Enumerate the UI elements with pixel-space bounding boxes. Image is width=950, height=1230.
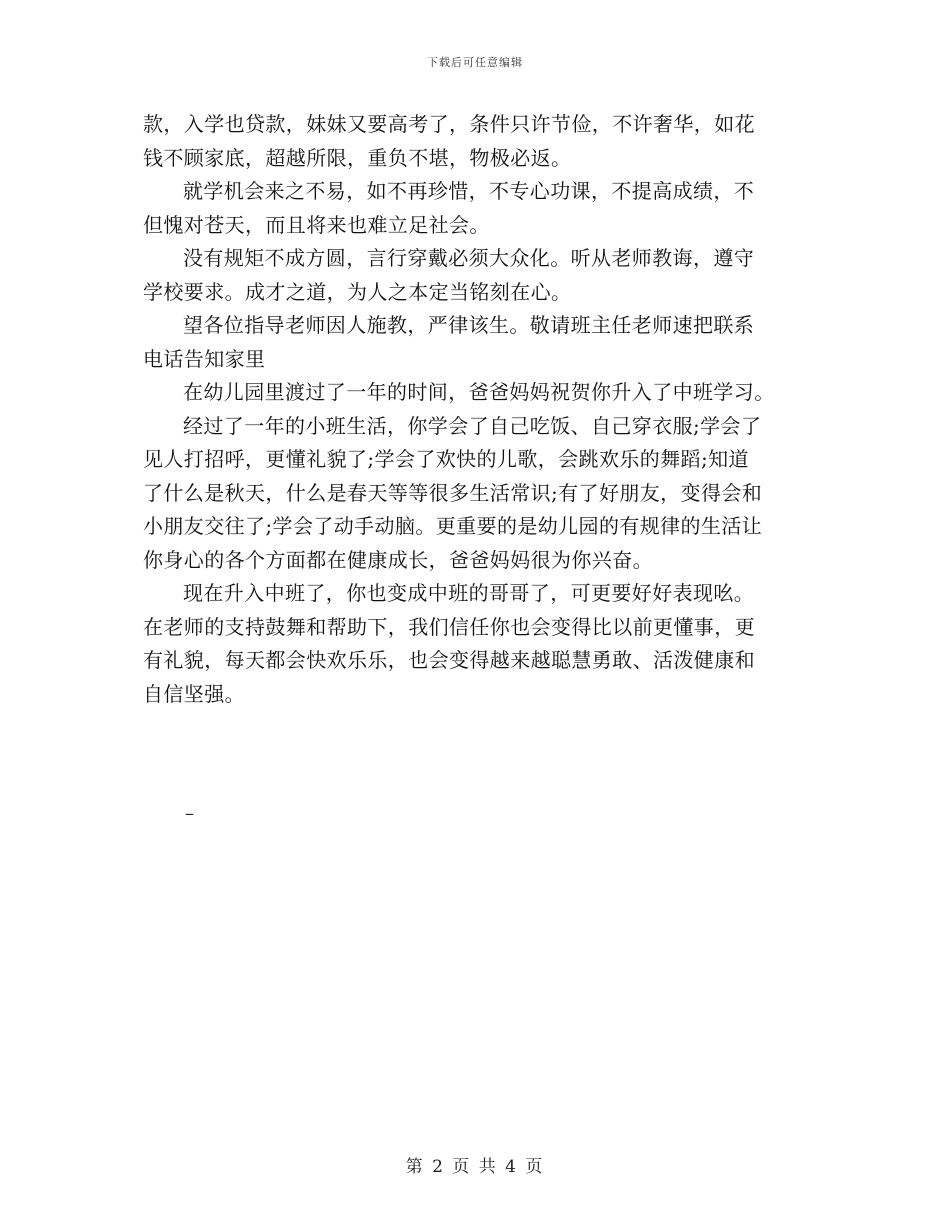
- text-line: 学校要求。成才之道，为人之本定当铭刻在心。: [143, 279, 572, 304]
- text-line: 你身心的各个方面都在健康成长，爸爸妈妈很为你兴奋。: [143, 547, 653, 572]
- paragraph: [143, 175, 811, 242]
- text-line: 钱不顾家底，超越所限，重负不堪，物极必返。: [143, 145, 572, 170]
- text-line: 没有规矩不成方圆，言行穿戴必须大众化。听从老师教诲，遵守: [183, 246, 755, 270]
- text-line: 了什么是秋天，什么是春天等等很多生活常识;有了好朋友，变得会和: [143, 480, 763, 505]
- text-line: 见人打招呼，更懂礼貌了;学会了欢快的儿歌，会跳欢乐的舞蹈;知道: [143, 447, 749, 471]
- paragraph: [143, 577, 811, 711]
- paragraph: [143, 242, 811, 309]
- paragraph: [143, 410, 811, 578]
- text-line: 电话告知家里: [143, 346, 266, 371]
- text-line: 在幼儿园里渡过了一年的时间，爸爸妈妈祝贺你升入了中班学习。: [183, 380, 775, 404]
- page-number-footer: 第 2 页 共 4 页: [405, 1157, 545, 1177]
- text-line: 但愧对苍天，而且将来也难立足社会。: [143, 212, 490, 237]
- text-line: 小朋友交往了;学会了动手动脑。更重要的是幼儿园的有规律的生活让: [143, 514, 763, 538]
- trailing-dash: –: [185, 803, 194, 824]
- paragraph: [143, 108, 811, 175]
- text-line: 在老师的支持鼓舞和帮助下，我们信任你也会变得比以前更懂事，更: [143, 614, 755, 639]
- text-line: 就学机会来之不易，如不再珍惜，不专心功课，不提高成绩，不: [183, 179, 755, 203]
- paragraph: [143, 376, 811, 410]
- text-line: 有礼貌，每天都会快欢乐乐，也会变得越来越聪慧勇敢、活泼健康和: [143, 648, 755, 672]
- text-line: 款，入学也贷款，妹妹又要高考了，条件只许节俭，不许奢华，如花: [143, 112, 755, 136]
- text-line: 现在升入中班了，你也变成中班的哥哥了，可更要好好表现吆。: [183, 581, 755, 605]
- page-header-note: 下载后可任意编辑: [427, 56, 523, 69]
- text-line: 自信坚强。: [143, 681, 245, 706]
- text-line: 望各位指导老师因人施教，严律该生。敬请班主任老师速把联系: [183, 313, 755, 337]
- paragraph: [143, 309, 811, 376]
- text-line: 经过了一年的小班生活，你学会了自己吃饭、自己穿衣服;学会了: [183, 413, 762, 438]
- document-body: [143, 108, 811, 711]
